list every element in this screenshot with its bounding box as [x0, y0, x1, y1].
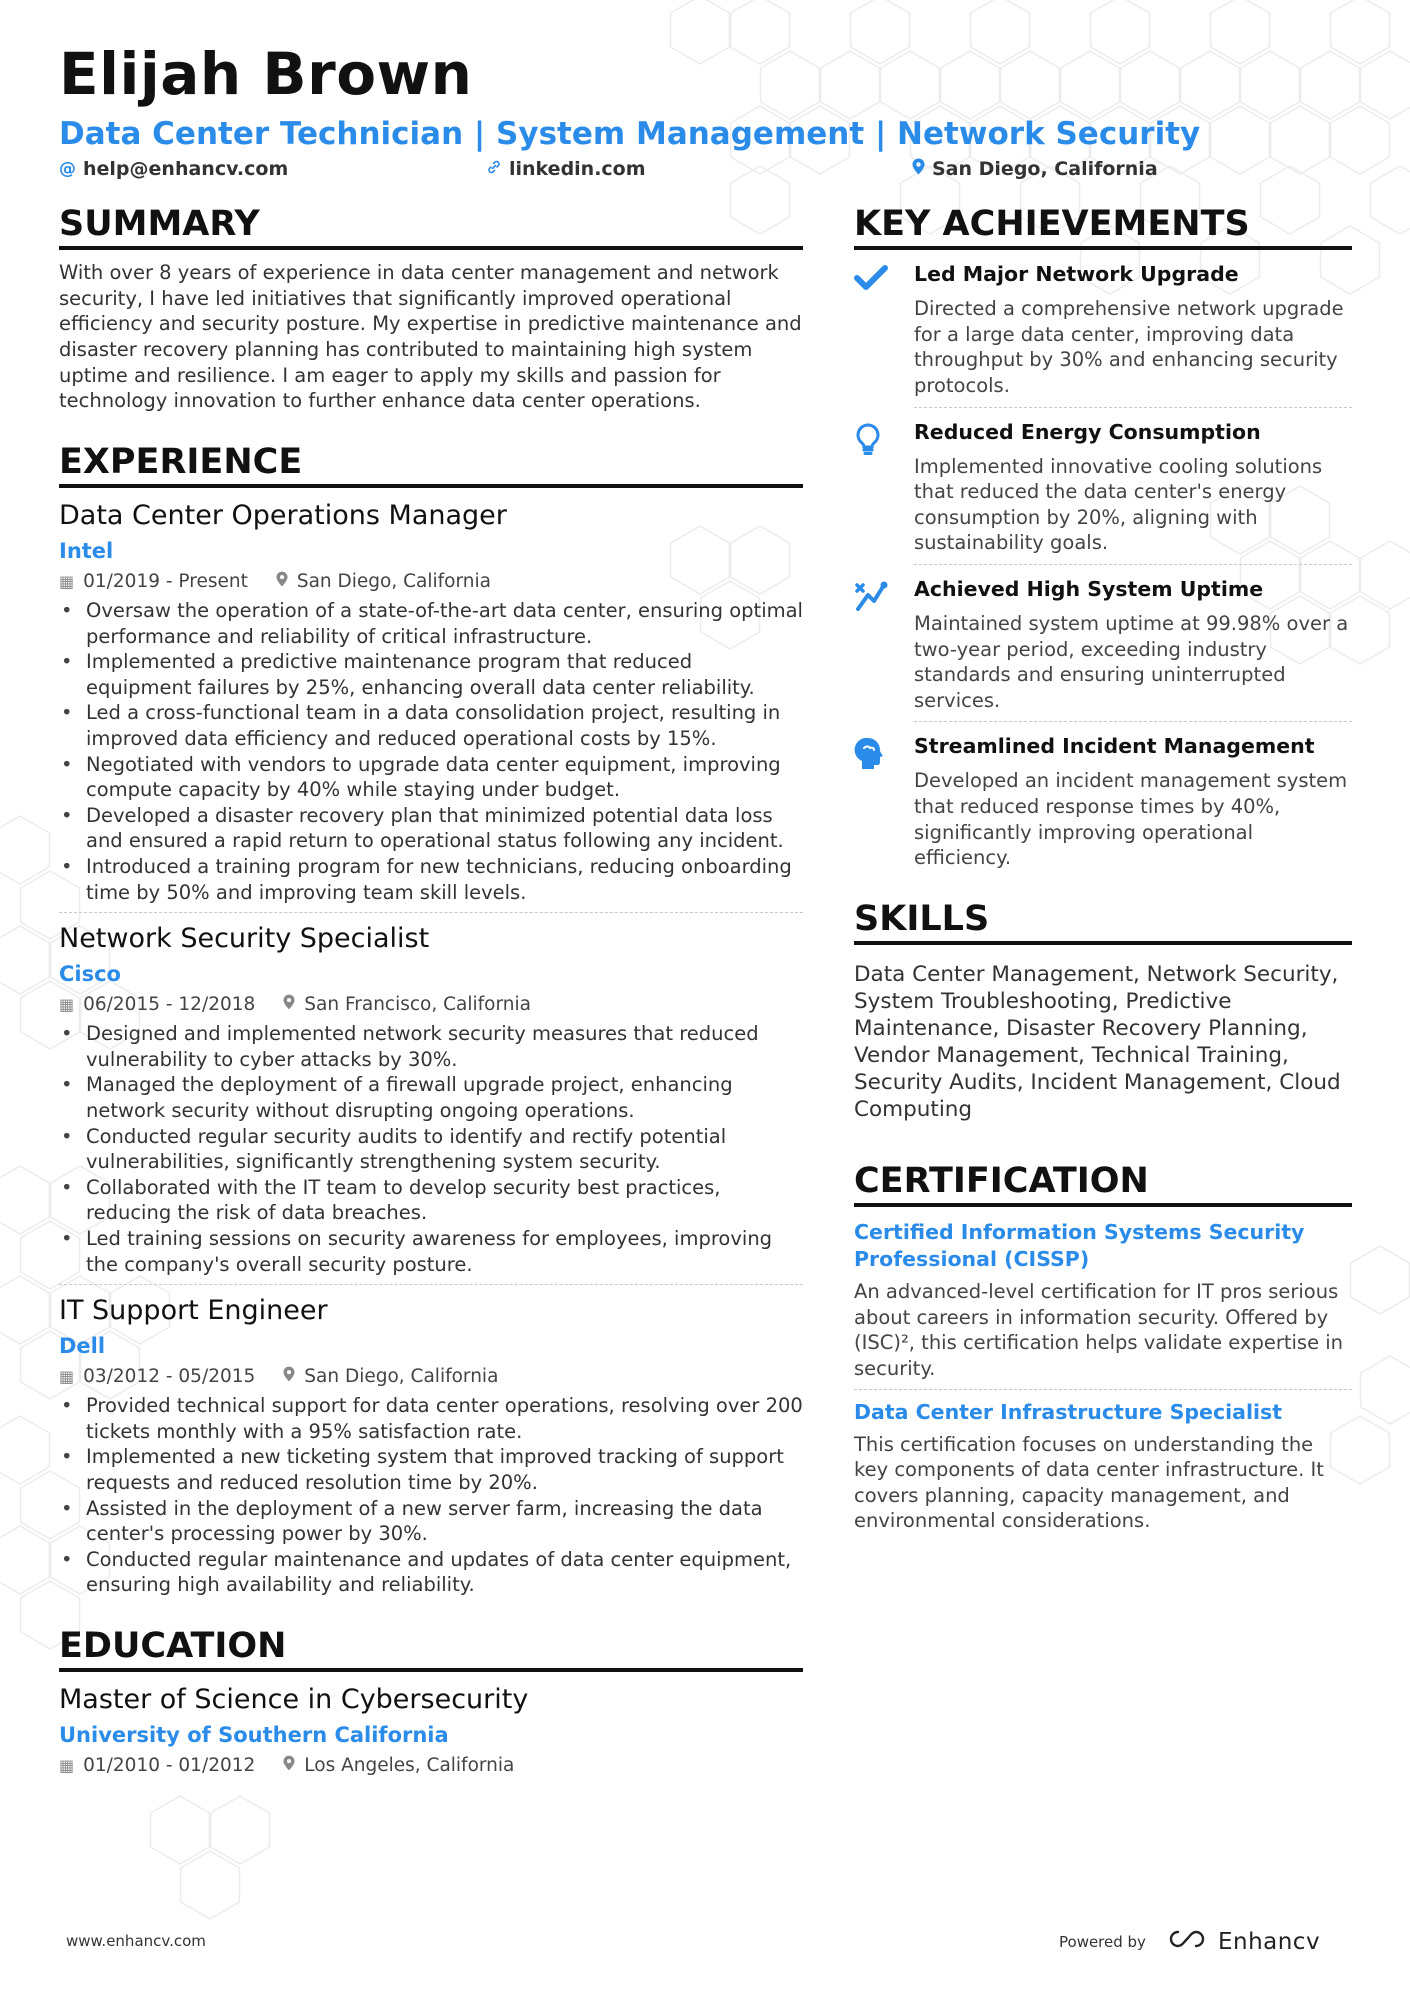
location-pin-icon: [276, 568, 288, 596]
job-bullets: [59, 598, 803, 905]
bullet-item: • Assisted in the deployment of a new server farm, increasing the data center's processing power by 30%.: [59, 1496, 803, 1547]
certification-item: [854, 1399, 1352, 1534]
headline: Data Center Technician | System Management | Network Security: [59, 116, 1201, 152]
achievement-title: Led Major Network Upgrade: [914, 262, 1239, 287]
job-location: San Francisco, California: [304, 994, 531, 1016]
bullet-item: • Negotiated with vendors to upgrade data center equipment, improving compute capacity by 40% while staying under budget.: [59, 752, 803, 803]
education-location: Los Angeles, California: [304, 1755, 515, 1777]
bullet-item: • Implemented a new ticketing system that improved tracking of support requests and reduced resolution time by 20%.: [59, 1444, 803, 1495]
certification-item: [854, 1219, 1352, 1389]
brand-logo[interactable]: [1164, 1928, 1320, 1956]
bullet-item: • Conducted regular security audits to identify and rectify potential vulnerabilities, significantly strengthening system security.: [59, 1124, 803, 1175]
calendar-icon: ▦: [59, 995, 75, 1015]
job-meta: [59, 568, 803, 596]
bullet-item: • Provided technical support for data center operations, resolving over 200 tickets monthly with a 95% satisfaction rate.: [59, 1393, 803, 1444]
achievement-desc: Maintained system uptime at 99.98% over a two-year period, exceeding industry standards and ensuring uninterrupted services.: [914, 612, 1349, 712]
company-name: Intel: [59, 539, 114, 564]
achievement-title: Streamlined Incident Management: [914, 734, 1315, 759]
divider: [59, 1284, 803, 1285]
degree-title: Master of Science in Cybersecurity: [59, 1684, 529, 1716]
education-dates: 01/2010 - 01/2012: [83, 1755, 256, 1777]
candidate-name: Elijah Brown: [59, 40, 473, 108]
achievement-desc: Implemented innovative cooling solutions that reduced the data center's energy consumption by 20%, aligning with sustainability goals.: [914, 454, 1323, 555]
linkedin-text: linkedin.com: [509, 158, 646, 180]
bullet-item: • Managed the deployment of a firewall upgrade project, enhancing network security without disrupting ongoing operations.: [59, 1072, 803, 1123]
summary-heading: SUMMARY: [59, 204, 803, 250]
divider: [59, 912, 803, 913]
job-title: Network Security Specialist: [59, 923, 430, 955]
achievement-item: [854, 575, 1352, 713]
job-dates: 01/2019 - Present: [83, 571, 248, 593]
education-heading: EDUCATION: [59, 1626, 803, 1672]
job-meta: [59, 991, 803, 1019]
bullet-item: • Developed a disaster recovery plan that minimized potential data loss and ensured a rapid return to operational status following any incident.: [59, 803, 803, 854]
enhancv-logo-icon: [1164, 1928, 1210, 1956]
bullet-item: • Implemented a predictive maintenance program that reduced equipment failures by 25%, enhancing overall data center reliability.: [59, 649, 803, 700]
job-title: Data Center Operations Manager: [59, 500, 507, 532]
achievement-item: [854, 732, 1352, 870]
at-icon: @: [59, 159, 76, 179]
contact-linkedin[interactable]: [486, 158, 646, 180]
achievements-heading: KEY ACHIEVEMENTS: [854, 204, 1352, 250]
certification-title: Certified Information Systems Security Professional (CISSP): [854, 1220, 1305, 1272]
achievement-title: Reduced Energy Consumption: [914, 419, 1261, 444]
experience-heading: EXPERIENCE: [59, 442, 803, 488]
job-meta: [59, 1363, 803, 1391]
location-pin-icon: [283, 1363, 295, 1391]
powered-by-text: Powered by: [1059, 1933, 1146, 1951]
calendar-icon: ▦: [59, 1367, 75, 1387]
location-pin-icon: [912, 158, 925, 180]
contact-email[interactable]: [59, 158, 288, 180]
divider: [914, 407, 1352, 408]
location-pin-icon: [283, 991, 295, 1019]
divider: [914, 721, 1352, 722]
achievement-title: Achieved High System Uptime: [914, 577, 1264, 601]
summary-text: With over 8 years of experience in data center management and network security, I have led initiatives that significantly improved operational efficiency and security posture. My expertise in predictive maintenance and disaster recovery planning has contributed to maintaining high system uptime and resilience. I am eager to apply my skills and passion for technology innovation to further enhance data center operations.: [59, 261, 802, 413]
bullet-item: • Designed and implemented network security measures that reduced vulnerability to cyber attacks by 30%.: [59, 1021, 803, 1072]
job-location: San Diego, California: [304, 1366, 499, 1388]
job-title: IT Support Engineer: [59, 1295, 328, 1327]
job-bullets: [59, 1393, 803, 1598]
certification-title: Data Center Infrastructure Specialist: [854, 1399, 1283, 1424]
bullet-item: • Oversaw the operation of a state-of-the-art data center, ensuring optimal performance and reliability of critical infrastructure.: [59, 598, 803, 649]
route-icon: [854, 598, 888, 617]
certification-heading: CERTIFICATION: [854, 1161, 1352, 1207]
achievement-item: [854, 260, 1352, 398]
left-column: [59, 200, 803, 1780]
job-bullets: [59, 1021, 803, 1277]
checkmark-icon: [854, 277, 888, 296]
location-pin-icon: [283, 1752, 295, 1780]
certification-desc: An advanced-level certification for IT pros serious about careers in information security. Offered by (ISC)², this certification helps validate expertise in security.: [854, 1280, 1344, 1381]
bullet-item: • Led a cross-functional team in a data consolidation project, resulting in improved data efficiency and reduced operational costs by 15%.: [59, 700, 803, 751]
experience-entry: [59, 1293, 803, 1598]
calendar-icon: ▦: [59, 1756, 75, 1776]
contact-location: [912, 158, 1158, 180]
brand-name: Enhancv: [1217, 1929, 1321, 1955]
job-dates: 03/2012 - 05/2015: [83, 1366, 256, 1388]
certification-desc: This certification focuses on understanding the key components of data center infrastructure. It covers planning, capacity management, and environmental considerations.: [854, 1432, 1324, 1533]
achievement-desc: Directed a comprehensive network upgrade for a large data center, improving data throughput by 30% and enhancing security protocols.: [914, 297, 1344, 398]
skills-list: Data Center Management, Network Security, System Troubleshooting, Predictive Maintenance, Disaster Recovery Planning, Vendor Management, Technical Training, Security Audits, Incident Management, Cloud Computing: [854, 962, 1341, 1122]
experience-entry: [59, 498, 803, 913]
email-text: help@enhancv.com: [83, 158, 289, 180]
achievement-item: [854, 418, 1352, 556]
bullet-item: • Introduced a training program for new technicians, reducing onboarding time by 50% and improving team skill levels.: [59, 854, 803, 905]
footer-branding: [1059, 1928, 1320, 1956]
link-icon: [486, 159, 502, 180]
bullet-item: • Conducted regular maintenance and updates of data center equipment, ensuring high availability and reliability.: [59, 1547, 803, 1598]
footer-website[interactable]: www.enhancv.com: [66, 1932, 206, 1950]
bullet-item: • Collaborated with the IT team to develop security best practices, reducing the risk of data breaches.: [59, 1175, 803, 1226]
job-dates: 06/2015 - 12/2018: [83, 994, 256, 1016]
bullet-item: • Led training sessions on security awareness for employees, improving the company's overall security posture.: [59, 1226, 803, 1277]
location-text: San Diego, California: [932, 158, 1158, 180]
divider: [914, 564, 1352, 565]
lightbulb-icon: [854, 441, 882, 460]
education-meta: [59, 1752, 803, 1780]
right-column: [854, 200, 1352, 1534]
school-name: University of Southern California: [59, 1723, 449, 1748]
company-name: Cisco: [59, 962, 121, 987]
achievement-desc: Developed an incident management system that reduced response times by 40%, significantly improving operational efficiency.: [914, 769, 1348, 870]
company-name: Dell: [59, 1334, 106, 1359]
skills-heading: SKILLS: [854, 899, 1352, 945]
calendar-icon: ▦: [59, 572, 75, 592]
job-location: San Diego, California: [296, 571, 491, 593]
experience-entry: [59, 921, 803, 1285]
education-entry: [59, 1682, 803, 1780]
divider: [854, 1389, 1352, 1390]
brain-head-icon: [854, 755, 886, 774]
